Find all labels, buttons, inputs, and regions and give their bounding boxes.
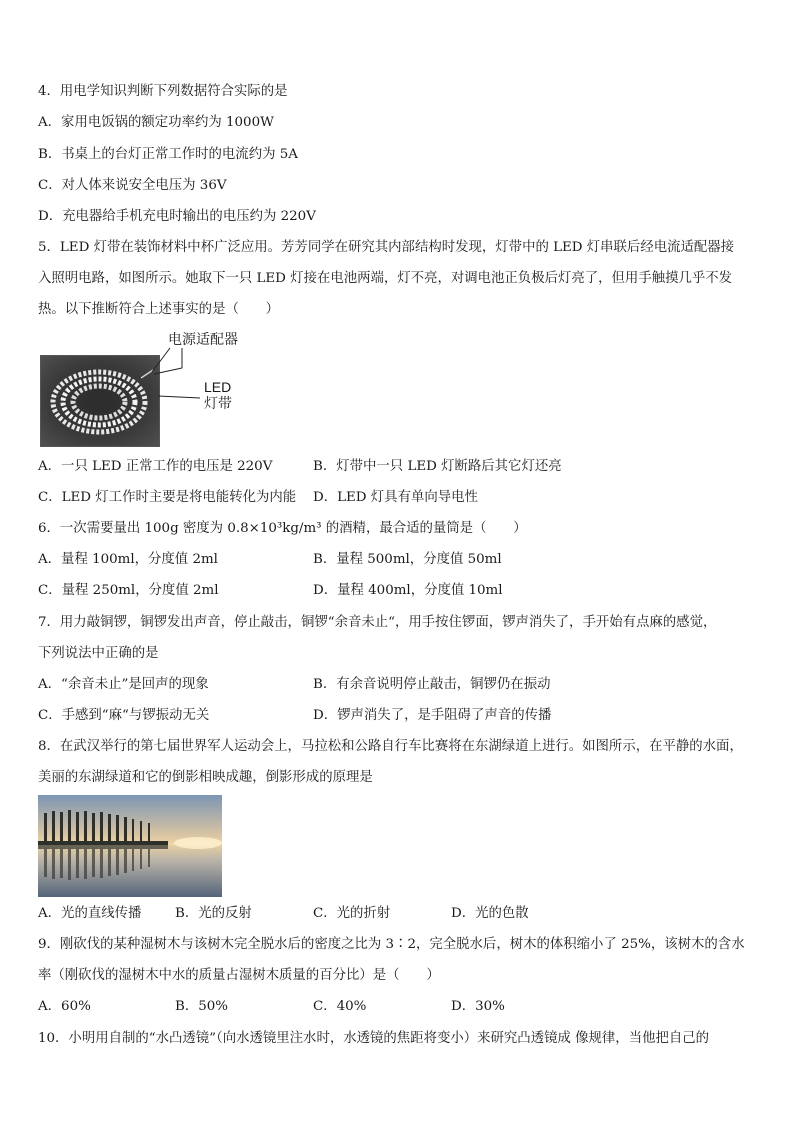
q7-option-a: A．“余音未止”是回声的现象 bbox=[38, 677, 209, 692]
lake-reflection-photo bbox=[38, 795, 222, 897]
q9-option-a: A．60% bbox=[38, 999, 91, 1014]
q7-stem-line-1: 7．用力敲铜锣，铜锣发出声音，停止敲击，铜锣“余音未止“，用手按住锣面，锣声消失了，手开始有点麻的感觉， bbox=[38, 615, 717, 630]
q9-option-b: B．50% bbox=[175, 999, 228, 1014]
q9-stem-line-2: 率（刚砍伐的湿树木中水的质量占湿树木质量的百分比）是（ ） bbox=[38, 968, 440, 983]
q5-option-b: B．灯带中一只 LED 灯断路后其它灯还亮 bbox=[313, 459, 562, 474]
q6-option-d: D．量程 400ml，分度值 10ml bbox=[313, 583, 503, 598]
q4-option-c: C．对人体来说安全电压为 36V bbox=[38, 178, 227, 193]
q7-stem-line-2: 下列说法中正确的是 bbox=[38, 646, 159, 661]
q5-option-a: A．一只 LED 正常工作的电压是 220V bbox=[38, 459, 273, 474]
q7-option-d: D．锣声消失了，是手阻碍了声音的传播 bbox=[313, 708, 552, 723]
strip-label: 灯带 bbox=[204, 395, 232, 411]
q5-stem-line-3: 热。以下推断符合上述事实的是（ ） bbox=[38, 302, 280, 317]
q5-option-d: D．LED 灯具有单向导电性 bbox=[313, 490, 478, 505]
q6-option-b: B．量程 500ml，分度值 50ml bbox=[313, 552, 502, 567]
q9-stem-line-1: 9．刚砍伐的某种湿树木与该树木完全脱水后的密度之比为 3∶2，完全脱水后，树木的体积缩小了 25%，该树木的含水 bbox=[38, 937, 745, 952]
q9-option-d: D．30% bbox=[451, 999, 505, 1014]
adapter-label: 电源适配器 bbox=[168, 331, 238, 347]
q8-option-d: D．光的色散 bbox=[451, 906, 529, 921]
q4-stem: 4．用电学知识判断下列数据符合实际的是 bbox=[38, 84, 288, 99]
q4-option-b: B．书桌上的台灯正常工作时的电流约为 5A bbox=[38, 147, 298, 162]
q5-stem-line-2: 入照明电路，如图所示。她取下一只 LED 灯接在电池两端，灯不亮，对调电池正负极后灯亮了，但用手触摸几乎不发 bbox=[38, 271, 733, 286]
q5-stem-line-1: 5．LED 灯带在装饰材料中杯广泛应用。芳芳同学在研究其内部结构时发现，灯带中的 LED 灯串联后经电流适配器接 bbox=[38, 240, 735, 255]
q7-option-b: B．有余音说明停止敲击，铜锣仍在振动 bbox=[313, 677, 551, 692]
q8-stem-line-2: 美丽的东湖绿道和它的倒影相映成趣，倒影形成的原理是 bbox=[38, 770, 373, 785]
q8-stem-line-1: 8．在武汉举行的第七届世界军人运动会上，马拉松和公路自行车比赛将在东湖绿道上进行。如图所示，在平静的水面， bbox=[38, 739, 743, 754]
q10-stem: 10．小明用自制的“水凸透镜”（向水透镜里注水时，水透镜的焦距将变小）来研究凸透镜成 像规律，当他把自己的 bbox=[38, 1031, 710, 1046]
q5-option-c: C．LED 灯工作时主要是将电能转化为内能 bbox=[38, 490, 297, 505]
q7-option-c: C．手感到“麻“与锣振动无关 bbox=[38, 708, 210, 723]
q4-option-d: D．充电器给手机充电时输出的电压约为 220V bbox=[38, 209, 316, 224]
lake-reflection-image bbox=[38, 795, 222, 897]
q8-option-a: A．光的直线传播 bbox=[38, 906, 142, 921]
q6-option-c: C．量程 250ml，分度值 2ml bbox=[38, 583, 219, 598]
q6-stem: 6．一次需要量出 100g 密度为 0.8×10³kg/m³ 的酒精，最合适的量筒是（ ） bbox=[38, 521, 527, 536]
q4-option-a: A．家用电饭锅的额定功率约为 1000W bbox=[38, 115, 274, 130]
q6-option-a: A．量程 100ml，分度值 2ml bbox=[38, 552, 218, 567]
q8-option-b: B．光的反射 bbox=[175, 906, 252, 921]
q9-option-c: C．40% bbox=[313, 999, 367, 1014]
led-label: LED bbox=[204, 379, 232, 395]
q8-option-c: C．光的折射 bbox=[313, 906, 391, 921]
